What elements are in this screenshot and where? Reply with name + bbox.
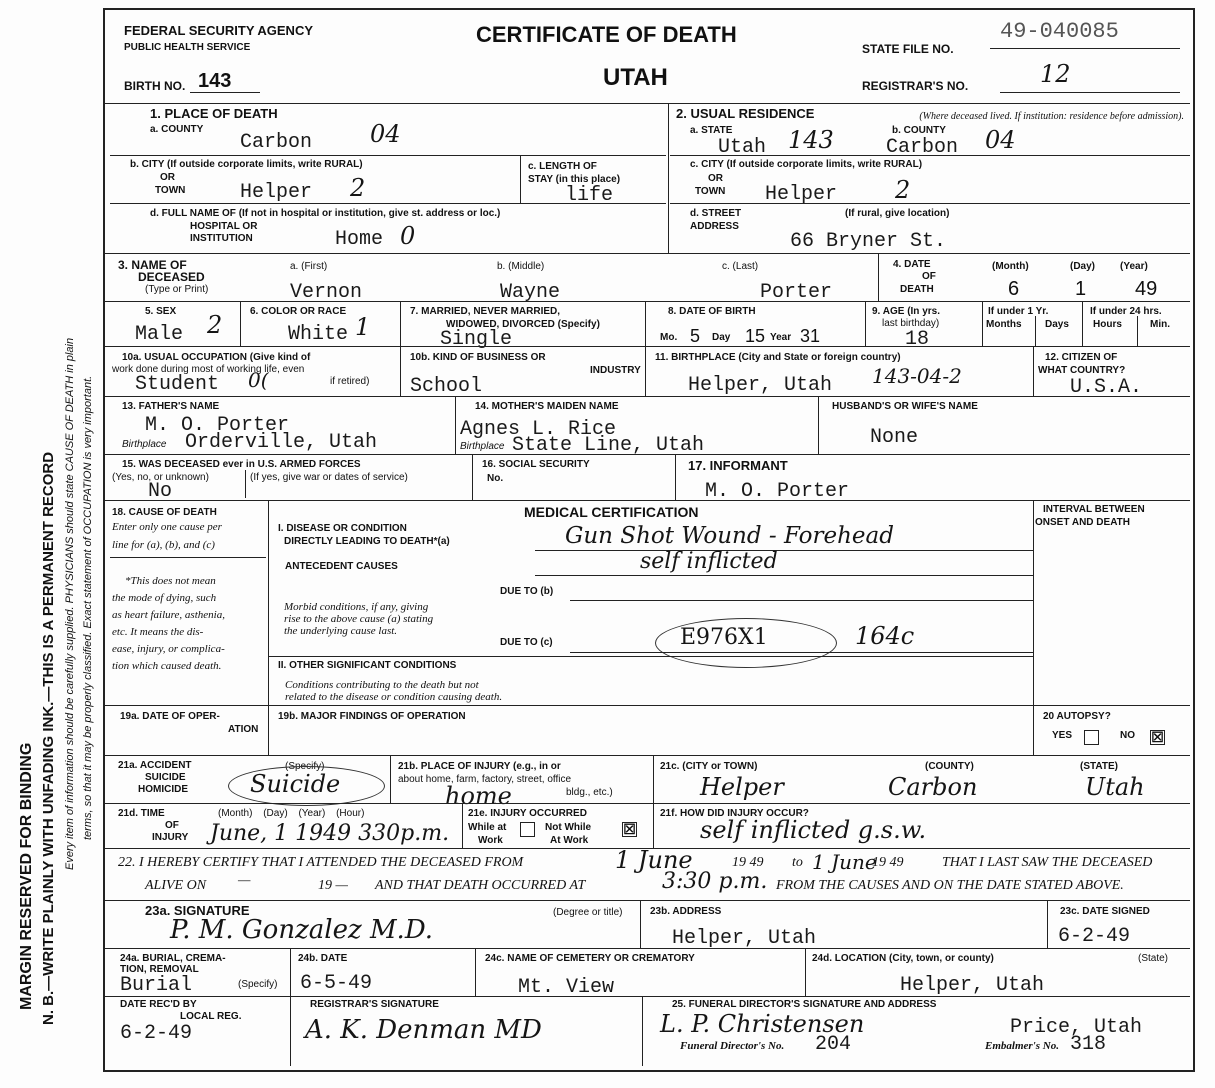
middle-name: Wayne bbox=[500, 281, 561, 304]
how-injury: self inflicted g.s.w. bbox=[700, 816, 927, 844]
citizen: U.S.A. bbox=[1070, 376, 1143, 399]
not-while-at-work-checkbox[interactable]: ☒ bbox=[623, 821, 636, 837]
injury-type-label-2: SUICIDE bbox=[145, 772, 186, 783]
death-year: 49 bbox=[1135, 278, 1158, 300]
dob-year-label: Year bbox=[770, 332, 792, 343]
operation-findings-label: 19b. MAJOR FINDINGS OF OPERATION bbox=[278, 711, 466, 722]
birthplace: Helper, Utah bbox=[688, 374, 833, 397]
dob-mo-label: Mo. bbox=[660, 332, 678, 343]
occupation-label-2: work done during most of working life, even bbox=[112, 364, 305, 375]
certificate-title: CERTIFICATE OF DEATH bbox=[476, 22, 737, 47]
occupation-label: 10a. USUAL OCCUPATION (Give kind of bbox=[122, 352, 311, 363]
funeral-director-no-label: Funeral Director's No. bbox=[680, 1040, 785, 1052]
father-label: 13. FATHER'S NAME bbox=[122, 401, 220, 412]
hospital-label: HOSPITAL OR bbox=[190, 221, 258, 232]
street-note: (If rural, give location) bbox=[845, 208, 950, 219]
certify-to: 1 June bbox=[812, 850, 877, 874]
signature-label: 23a. SIGNATURE bbox=[145, 903, 250, 918]
occupation-label-3: if retired) bbox=[330, 376, 370, 387]
spouse-name: None bbox=[870, 426, 919, 449]
last-name: Porter bbox=[760, 281, 833, 304]
injury-place-label: 21b. PLACE OF INJURY (e.g., in or bbox=[398, 761, 561, 772]
autopsy-no-label: NO bbox=[1120, 730, 1135, 741]
disease-label: I. DISEASE OR CONDITION bbox=[278, 523, 407, 534]
death-city-or: OR bbox=[160, 172, 175, 183]
cause-code-2: 164c bbox=[855, 622, 915, 650]
funeral-director-no: 204 bbox=[815, 1033, 852, 1056]
dob-year: 31 bbox=[800, 326, 821, 346]
margin-instructions-1: Every item of information should be carefully supplied. PHYSICIANS should state CAUSE OF DEATH in plain bbox=[64, 337, 76, 870]
dob-month: 5 bbox=[690, 326, 701, 346]
informant: M. O. Porter bbox=[705, 480, 850, 503]
state-file-label: STATE FILE NO. bbox=[862, 42, 954, 56]
stay-label: c. LENGTH OF bbox=[528, 161, 597, 172]
res-city-code: 2 bbox=[895, 176, 911, 204]
operation-date-label-2: ATION bbox=[228, 724, 259, 735]
father-birthplace-label: Birthplace bbox=[122, 439, 167, 450]
death-county-code: 04 bbox=[370, 120, 401, 148]
cause-note-6: tion which caused death. bbox=[112, 660, 222, 672]
death-date-label-3: DEATH bbox=[900, 284, 934, 295]
armed-forces-label-3: (If yes, give war or dates of service) bbox=[250, 472, 408, 483]
res-state-label: a. STATE bbox=[690, 125, 733, 136]
injury-city-label: 21c. (CITY or TOWN) bbox=[660, 761, 758, 772]
injury-type-label: 21a. ACCIDENT bbox=[118, 760, 192, 771]
morbid-note-3: the underlying cause last. bbox=[284, 625, 398, 637]
cause-note-2: the mode of dying, such bbox=[112, 592, 217, 604]
embalmer-no: 318 bbox=[1070, 1033, 1107, 1056]
morbid-note-1: Morbid conditions, if any, giving bbox=[284, 601, 429, 613]
armed-forces-label-2: (Yes, no, or unknown) bbox=[112, 472, 209, 483]
res-city-or: OR bbox=[708, 173, 723, 184]
injury-time: June, 1 1949 330p.m. bbox=[210, 821, 450, 846]
margin-permanent-record-text: N. B.—WRITE PLAINLY WITH UNFADING INK.—THIS IS A PERMANENT RECORD bbox=[40, 451, 57, 1025]
sex-code: 2 bbox=[207, 311, 223, 339]
cemetery: Mt. View bbox=[518, 976, 615, 999]
ss-label: 16. SOCIAL SECURITY bbox=[482, 459, 590, 470]
date-received-label-2: LOCAL REG. bbox=[180, 1011, 242, 1022]
res-state: Utah bbox=[718, 136, 767, 159]
other-conditions-label: II. OTHER SIGNIFICANT CONDITIONS bbox=[278, 660, 457, 671]
alive-on-year: 19 — bbox=[318, 878, 348, 893]
age-label: 9. AGE (In yrs. bbox=[872, 306, 940, 317]
death-time: 3:30 p.m. bbox=[662, 869, 768, 894]
due-c-label: DUE TO (c) bbox=[500, 637, 553, 648]
death-city-town: TOWN bbox=[155, 185, 186, 196]
death-city: Helper bbox=[240, 181, 313, 204]
funeral-director-label: 25. FUNERAL DIRECTOR'S SIGNATURE AND ADDRESS bbox=[672, 999, 937, 1010]
ss-label-2: No. bbox=[487, 473, 504, 484]
physician-address: Helper, Utah bbox=[672, 927, 817, 950]
certify-year-1: 19 49 bbox=[732, 855, 764, 870]
sex: Male bbox=[135, 323, 184, 346]
res-county: Carbon bbox=[886, 136, 959, 159]
residence-note: (Where deceased lived. If institution: residence before admission). bbox=[919, 111, 1184, 122]
burial-label-2: TION, REMOVAL bbox=[120, 964, 199, 975]
cause-note-3: as heart failure, asthenia, bbox=[112, 609, 225, 621]
under-24hr-label: If under 24 hrs. bbox=[1090, 306, 1162, 317]
registrar-number: 12 bbox=[1040, 60, 1071, 88]
margin-binding-text: MARGIN RESERVED FOR BINDING bbox=[18, 742, 35, 1010]
street-label-2: ADDRESS bbox=[690, 221, 739, 232]
death-county: Carbon bbox=[240, 131, 313, 154]
dob-day: 15 bbox=[745, 326, 766, 346]
business-label: 10b. KIND OF BUSINESS OR bbox=[410, 352, 546, 363]
injury-occurred-label: 21e. INJURY OCCURRED bbox=[468, 808, 587, 819]
citizen-label-2: WHAT COUNTRY? bbox=[1038, 365, 1126, 376]
months-label: Months bbox=[986, 319, 1022, 330]
due-b-label: DUE TO (b) bbox=[500, 586, 554, 597]
cause-inst-2: line for (a), (b), and (c) bbox=[112, 539, 215, 551]
min-label: Min. bbox=[1150, 319, 1170, 330]
while-at-work-checkbox[interactable] bbox=[520, 822, 535, 837]
birth-no-label: BIRTH NO. bbox=[124, 79, 186, 93]
injury-county-label: (COUNTY) bbox=[925, 761, 974, 772]
residence-header: 2. USUAL RESIDENCE bbox=[676, 106, 815, 121]
cause-label: 18. CAUSE OF DEATH bbox=[112, 507, 217, 518]
state-name: UTAH bbox=[603, 64, 668, 91]
age: 18 bbox=[905, 328, 930, 351]
race-label: 6. COLOR OR RACE bbox=[250, 306, 347, 317]
mother-birthplace: State Line, Utah bbox=[512, 434, 705, 457]
days-label: Days bbox=[1045, 319, 1069, 330]
margin-instructions-2: terms, so that it may be properly classified. Exact statement of OCCUPATION is very important. bbox=[82, 375, 94, 840]
business-label-2: INDUSTRY bbox=[590, 365, 641, 376]
morbid-note-2: rise to the above cause (a) stating bbox=[284, 613, 434, 625]
autopsy-no-checkbox[interactable]: ☒ bbox=[1151, 729, 1164, 745]
date-received-label: DATE REC'D BY bbox=[120, 999, 197, 1010]
occupation: Student bbox=[135, 373, 220, 396]
full-name-label: d. FULL NAME OF (If not in hospital or institution, give st. address or loc.) bbox=[150, 208, 501, 219]
how-injury-label: 21f. HOW DID INJURY OCCUR? bbox=[660, 808, 809, 819]
mother-name: Agnes L. Rice bbox=[460, 418, 617, 441]
marital-label: 7. MARRIED, NEVER MARRIED, bbox=[410, 306, 561, 317]
birthplace-code: 143-04-2 bbox=[872, 364, 962, 388]
res-city: Helper bbox=[765, 183, 838, 206]
injury-county: Carbon bbox=[888, 773, 978, 801]
operation-date-label: 19a. DATE OF OPER- bbox=[120, 711, 220, 722]
certify-to-label: to bbox=[792, 855, 803, 870]
cause-a: Gun Shot Wound - Forehead bbox=[565, 523, 894, 549]
burial-date: 6-5-49 bbox=[300, 972, 373, 995]
cause-note-4: etc. It means the dis- bbox=[112, 626, 204, 638]
race: White bbox=[288, 323, 349, 346]
day-label: (Day) bbox=[1070, 261, 1096, 272]
res-county-code: 04 bbox=[985, 126, 1016, 154]
race-code: 1 bbox=[355, 313, 371, 341]
hours-label: Hours bbox=[1093, 319, 1122, 330]
alive-on-value: — bbox=[238, 873, 251, 888]
res-city-label: c. CITY (If outside corporate limits, write RURAL) bbox=[690, 159, 923, 170]
certify-from: 1 June bbox=[615, 846, 693, 874]
not-while-label: Not While bbox=[545, 822, 592, 833]
mother-label: 14. MOTHER'S MAIDEN NAME bbox=[475, 401, 619, 412]
physician-signature: P. M. Gonzalez M.D. bbox=[170, 915, 434, 945]
location-label: 24d. LOCATION (City, town, or county) bbox=[812, 953, 994, 964]
burial-type: Burial bbox=[120, 974, 193, 997]
service-name: PUBLIC HEALTH SERVICE bbox=[124, 42, 251, 53]
birth-no-value: 143 bbox=[198, 70, 232, 92]
name-label-2: DECEASED bbox=[138, 270, 205, 284]
cause-note-1: *This does not mean bbox=[125, 575, 216, 587]
while-at-label: While at bbox=[468, 822, 507, 833]
date-received: 6-2-49 bbox=[120, 1022, 193, 1045]
burial-date-label: 24b. DATE bbox=[298, 953, 348, 964]
under-1yr-label: If under 1 Yr. bbox=[988, 306, 1049, 317]
county-label: a. COUNTY bbox=[150, 124, 204, 135]
work-label: Work bbox=[478, 835, 503, 846]
citizen-label: 12. CITIZEN OF bbox=[1045, 352, 1118, 363]
death-month: 6 bbox=[1008, 278, 1020, 300]
birthplace-label: 11. BIRTHPLACE (City and State or foreign country) bbox=[655, 352, 901, 363]
injury-time-label-2: OF bbox=[165, 820, 179, 831]
occupation-code: 0( bbox=[248, 368, 269, 392]
res-state-code: 143 bbox=[788, 126, 834, 154]
first-name: Vernon bbox=[290, 281, 363, 304]
cemetery-label: 24c. NAME OF CEMETERY OR CREMATORY bbox=[485, 953, 695, 964]
spouse-label: HUSBAND'S OR WIFE'S NAME bbox=[832, 401, 978, 412]
injury-time-label: 21d. TIME bbox=[118, 808, 165, 819]
year-label: (Year) bbox=[1120, 261, 1148, 272]
burial-location: Helper, Utah bbox=[900, 974, 1045, 997]
injury-time-label-3: INJURY bbox=[152, 832, 189, 843]
business: School bbox=[410, 375, 483, 398]
injury-type: Suicide bbox=[250, 770, 341, 798]
autopsy-yes-label: YES bbox=[1052, 730, 1073, 741]
address-label: 23b. ADDRESS bbox=[650, 906, 722, 917]
registrar-signature: A. K. Denman MD bbox=[305, 1015, 542, 1045]
autopsy-label: 20 AUTOPSY? bbox=[1043, 711, 1111, 722]
cause-a-2: self inflicted bbox=[640, 549, 778, 574]
injury-state: Utah bbox=[1085, 773, 1145, 801]
injury-time-cols: (Month) (Day) (Year) (Hour) bbox=[218, 808, 365, 819]
father-name: M. O. Porter bbox=[145, 414, 290, 437]
disease-label-2: DIRECTLY LEADING TO DEATH*(a) bbox=[284, 536, 450, 547]
injury-place-label-3: bldg., etc.) bbox=[566, 787, 613, 798]
certify-year-2: 19 49 bbox=[872, 855, 904, 870]
death-institution: Home bbox=[335, 228, 384, 251]
certify-text-3: AND THAT DEATH OCCURRED AT bbox=[375, 878, 586, 893]
alive-on-label: ALIVE ON bbox=[145, 878, 207, 893]
other-conditions-sub-2: related to the disease or condition causing death. bbox=[285, 691, 503, 703]
armed-forces-label: 15. WAS DECEASED ever in U.S. ARMED FORCES bbox=[122, 459, 361, 470]
marital-label-2: WIDOWED, DIVORCED (Specify) bbox=[446, 319, 600, 330]
name-label: 3. NAME OF bbox=[118, 258, 187, 272]
marital-status: Single bbox=[440, 328, 513, 351]
burial-specify-label: (Specify) bbox=[238, 979, 278, 990]
institution-label: INSTITUTION bbox=[190, 233, 253, 244]
last-name-label: c. (Last) bbox=[722, 261, 759, 272]
injury-specify-label: (Specify) bbox=[285, 761, 325, 772]
dob-label: 8. DATE OF BIRTH bbox=[668, 306, 756, 317]
death-date-label-2: OF bbox=[922, 271, 936, 282]
other-conditions-sub-1: Conditions contributing to the death but not bbox=[285, 679, 479, 691]
middle-name-label: b. (Middle) bbox=[497, 261, 545, 272]
month-label: (Month) bbox=[992, 261, 1029, 272]
registrar-signature-label: REGISTRAR'S SIGNATURE bbox=[310, 999, 439, 1010]
degree-label: (Degree or title) bbox=[553, 907, 623, 918]
street-label: d. STREET bbox=[690, 208, 742, 219]
certify-text-2: THAT I LAST SAW THE DECEASED bbox=[942, 855, 1153, 870]
res-city-town: TOWN bbox=[695, 186, 726, 197]
location-state-label: (State) bbox=[1138, 953, 1169, 964]
res-county-label: b. COUNTY bbox=[892, 125, 946, 136]
interval-label: INTERVAL BETWEEN bbox=[1043, 504, 1145, 515]
embalmer-no-label: Embalmer's No. bbox=[985, 1040, 1059, 1052]
armed-forces: No bbox=[148, 480, 173, 503]
injury-type-label-3: HOMICIDE bbox=[138, 784, 188, 795]
antecedent-label: ANTECEDENT CAUSES bbox=[285, 561, 398, 572]
res-street: 66 Bryner St. bbox=[790, 230, 947, 253]
cause-inst-1: Enter only one cause per bbox=[112, 521, 222, 533]
certify-text-4: FROM THE CAUSES AND ON THE DATE STATED ABOVE. bbox=[776, 878, 1124, 893]
injury-city: Helper bbox=[700, 773, 784, 801]
at-work-label: At Work bbox=[550, 835, 589, 846]
injury-place: home bbox=[445, 782, 512, 810]
injury-place-label-2: about home, farm, factory, street, office bbox=[398, 774, 572, 785]
funeral-director-signature: L. P. Christensen bbox=[660, 1010, 865, 1038]
death-city-label: b. CITY (If outside corporate limits, write RURAL) bbox=[130, 159, 363, 170]
sex-label: 5. SEX bbox=[145, 306, 177, 317]
cause-code: E976X1 bbox=[680, 625, 768, 650]
length-of-stay: life bbox=[565, 184, 614, 207]
first-name-label: a. (First) bbox=[290, 261, 328, 272]
funeral-director-city: Price, Utah bbox=[1010, 1016, 1143, 1039]
injury-state-label: (STATE) bbox=[1080, 761, 1118, 772]
date-signed: 6-2-49 bbox=[1058, 925, 1131, 948]
mother-birthplace-label: Birthplace bbox=[460, 441, 505, 452]
dob-day-label: Day bbox=[712, 332, 731, 343]
autopsy-yes-checkbox[interactable] bbox=[1084, 730, 1099, 745]
death-date-label: 4. DATE bbox=[893, 259, 931, 270]
death-city-code: 2 bbox=[350, 174, 366, 202]
registrar-label: REGISTRAR'S NO. bbox=[862, 79, 969, 93]
informant-label: 17. INFORMANT bbox=[688, 458, 788, 473]
death-day: 1 bbox=[1075, 278, 1087, 300]
father-birthplace: Orderville, Utah bbox=[185, 431, 378, 454]
state-file-number: 49-040085 bbox=[1000, 19, 1119, 44]
burial-label: 24a. BURIAL, CREMA- bbox=[120, 953, 226, 964]
name-label-3: (Type or Print) bbox=[145, 284, 209, 295]
cause-note-5: ease, injury, or complica- bbox=[112, 643, 225, 655]
date-signed-label: 23c. DATE SIGNED bbox=[1060, 906, 1150, 917]
certify-text-1: 22. I HEREBY CERTIFY THAT I ATTENDED THE DECEASED FROM bbox=[118, 855, 524, 870]
medical-cert-header: MEDICAL CERTIFICATION bbox=[524, 504, 699, 520]
place-of-death-header: 1. PLACE OF DEATH bbox=[150, 106, 278, 121]
stay-label-2: STAY (in this place) bbox=[528, 174, 621, 185]
interval-label-2: ONSET AND DEATH bbox=[1035, 517, 1130, 528]
agency-name: FEDERAL SECURITY AGENCY bbox=[124, 23, 314, 38]
death-institution-code: 0 bbox=[400, 222, 416, 250]
age-label-2: last birthday) bbox=[882, 318, 940, 329]
